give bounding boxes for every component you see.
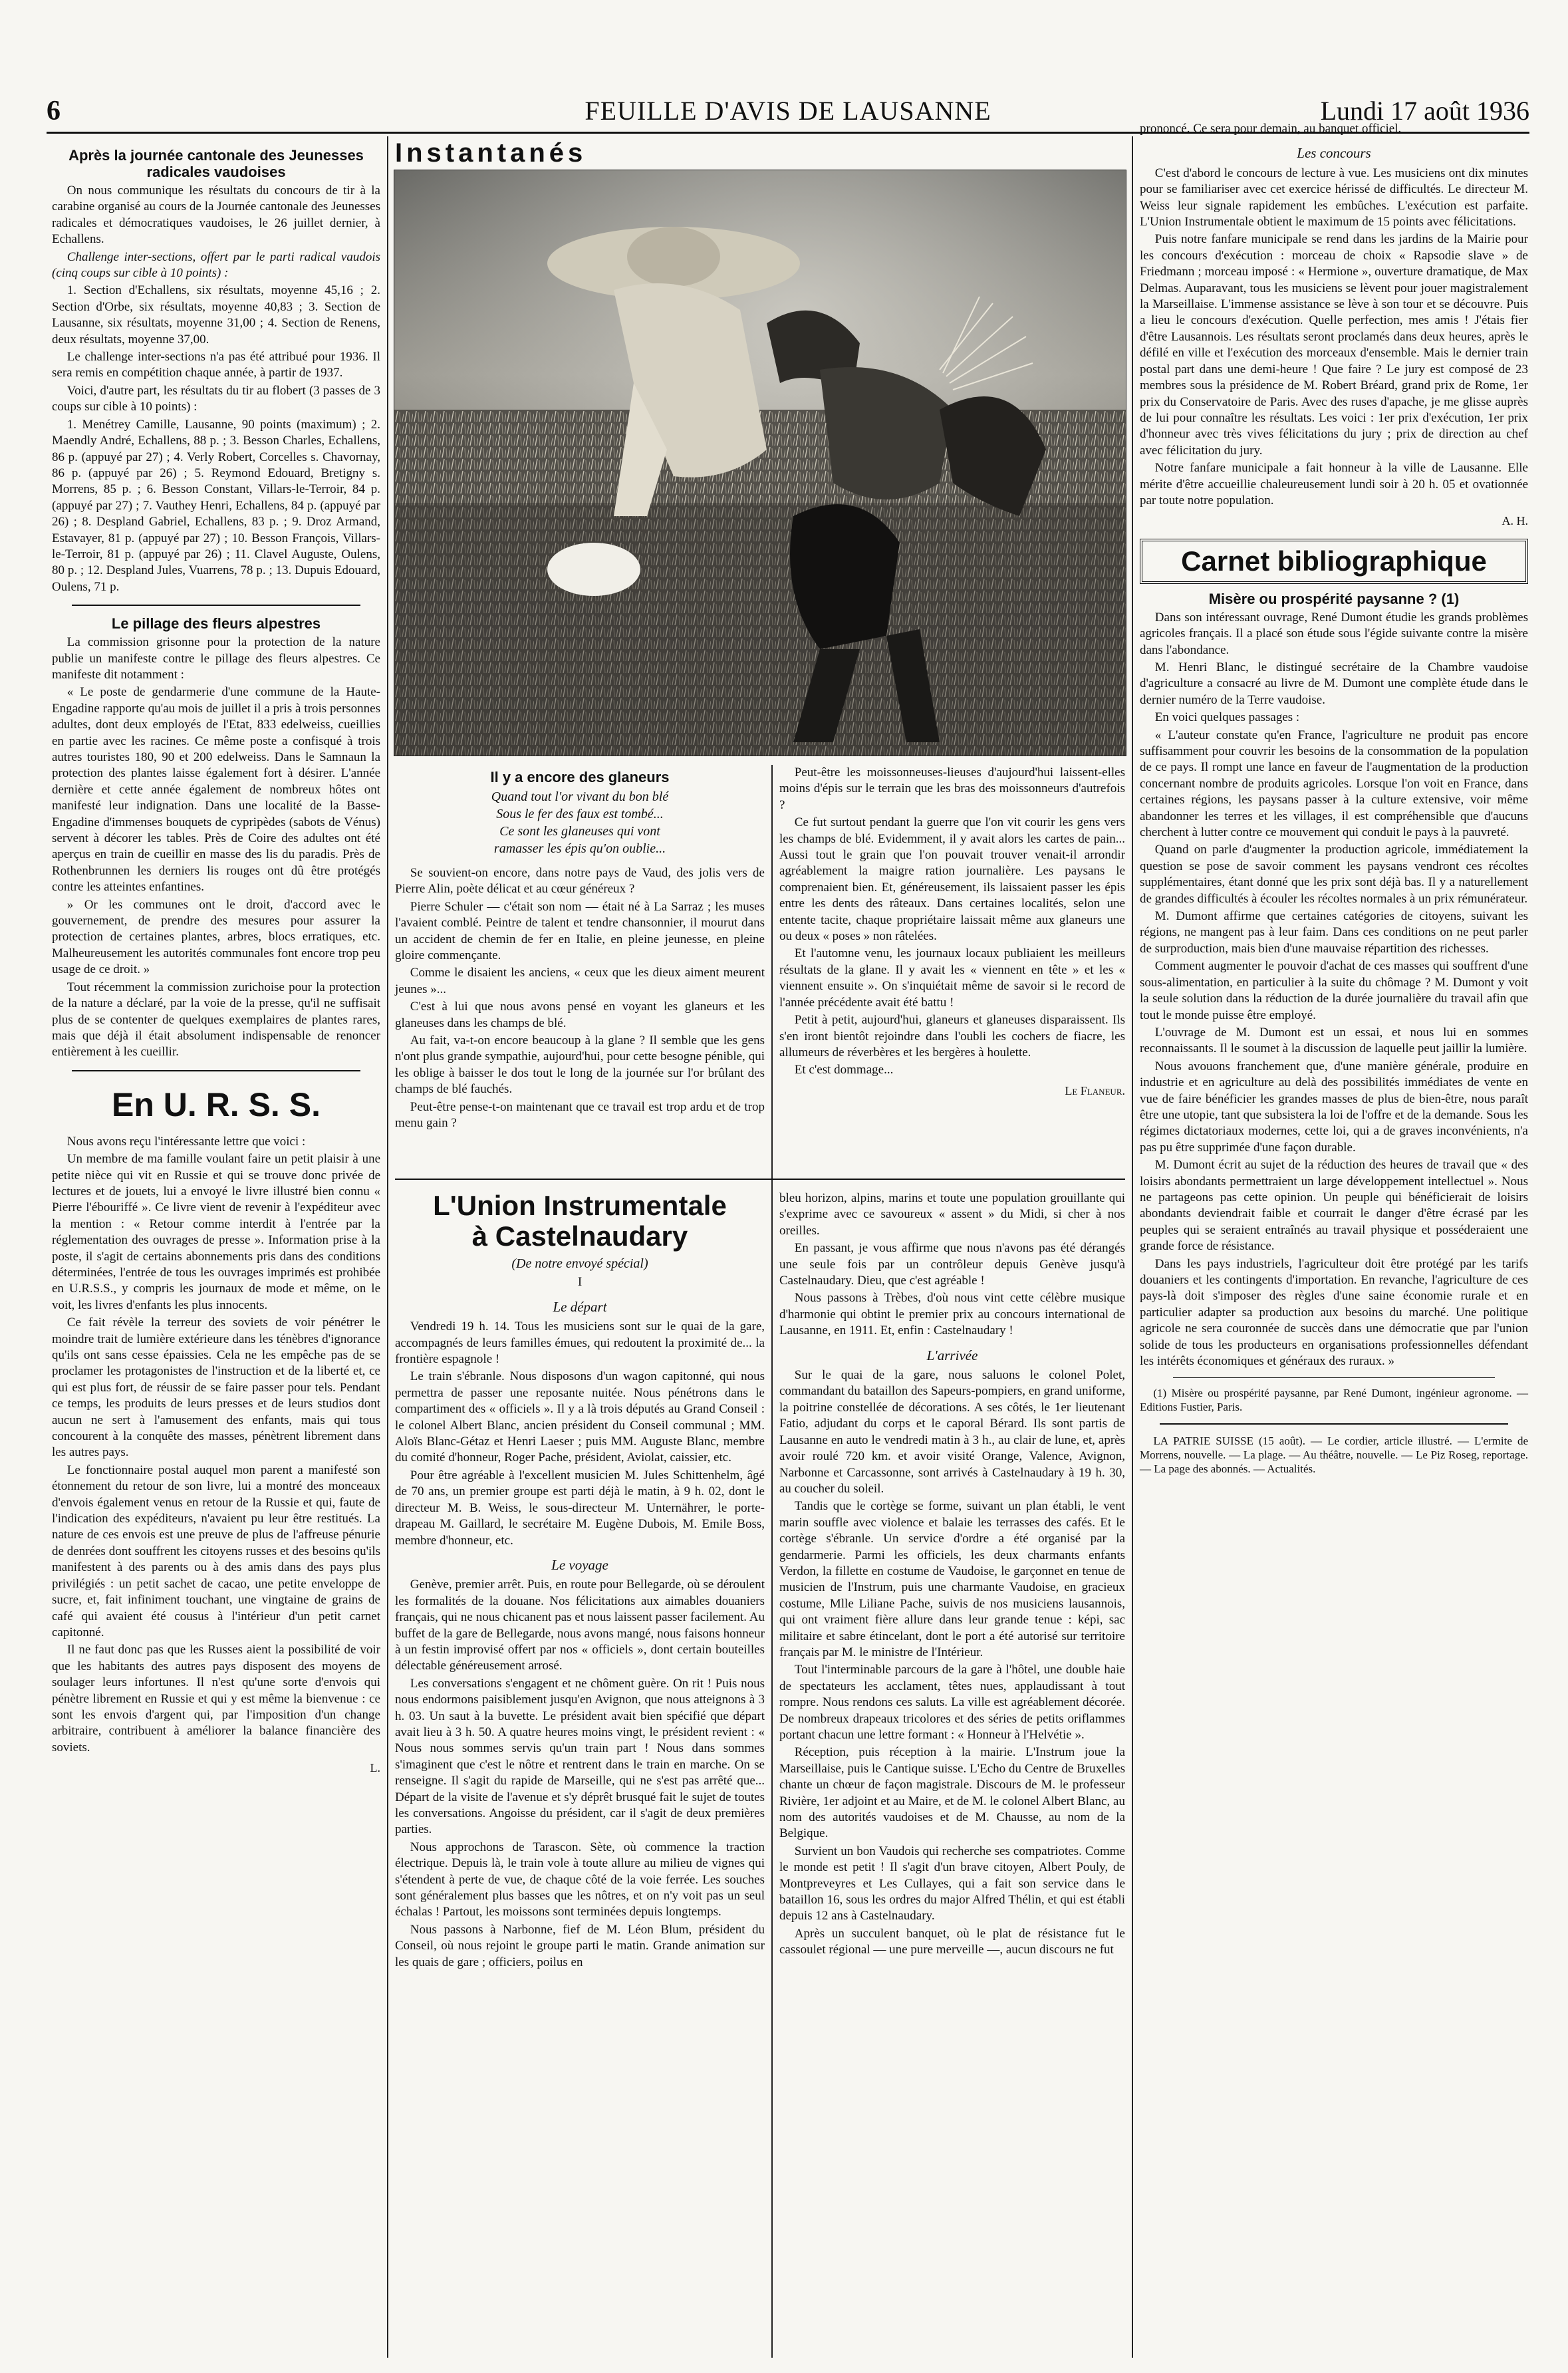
paragraph: Nous avons reçu l'intéressante lettre que voici : [66,1134,306,1149]
paragraph: Peut-être les moissonneuses-lieuses d'aujourd'hui laissent-elles moins d'épis sur le terrain que les bras des moissonneurs d'autrefois ? [779,766,1125,812]
paragraph: On nous communique les résultats du concours de tir à la carabine organisé au cours de la Journée cantonale des Jeunesses radicales et démocratiques vaudoises, le 26 juillet dernier, à Echallens. [52,184,380,247]
paragraph: Peut-être pense-t-on maintenant que ce travail est trop ardu et de trop menu gain ? [395,1099,765,1131]
photo-caption: Il y a encore des glaneurs [490,769,670,785]
signature: A. H. [1502,514,1528,528]
paragraph: 1. Section d'Echallens, six résultats, moyenne 45,16 ; 2. Section d'Orbe, six résultats, moyenne 40,83 ; 3. Section de Lausanne, six résultats, moyenne 31,00 ; 4. Section de Renens, deux résultats, moyenne 37,00. [52,283,380,347]
paragraph: prononcé. Ce sera pour demain, au banquet officiel. [1140,122,1402,136]
poem-line: Ce sont les glaneuses qui vont [499,824,660,839]
footnote: (1) Misère ou prospérité paysanne, par René Dumont, ingénieur agronome. — Editions Fustier, Paris. [1140,1387,1528,1414]
column-1 [52,143,380,1780]
paragraph: Petit à petit, aujourd'hui, glaneurs et glaneuses disparaissent. Ils s'en iront bientôt rejoindre dans l'oubli les cochers de fiacre, les allumeurs de réverbères et les bergères à houlette. [779,1013,1125,1059]
paragraph: Réception, puis réception à la mairie. L'Instrum joue la Marseillaise, puis le Cantique suisse. L'Echo du Centre de Bruxelles chante un chœur de façon magistrale. Discours de M. le professeur Rivière, 1er adjoint et au Maire, et de M. le colonel Albert Blanc, au nom des autorités vaudoises et de M. Chausse, au nom de la Belgique. [779,1745,1125,1841]
paragraph: Pour être agréable à l'excellent musicien M. Jules Schittenhelm, âgé de 70 ans, un premier groupe est parti déjà le matin, à 9 h. 02, dont le directeur M. B. Weiss, le sous-directeur M. Unternährer, le porte-drapeau M. Gaillard, le secrétaire M. Eugène Dubois, M. Emile Boss, membre d'honneur, etc. [395,1468,765,1548]
article-headline-union: L'Union Instrumentale [433,1190,727,1221]
union-column-left [395,1190,765,1972]
paragraph: L'ouvrage de M. Dumont est un essai, et nous lui en sommes reconnaissants. Il le soumet à la discussion de laquelle peut jaillir la lumière. [1140,1025,1528,1056]
paragraph: Nous approchons de Tarascon. Sète, où commence la traction électrique. Depuis là, le train vole à toute allure au milieu de vignes qui s'étendent à perte de vue, de chaque côté de la voie ferrée. Les souches sont généralement plus basses que les nôtres, et on n'y voit pas un seul échalas ! Partout, les moissons sont terminées depuis longtemps. [395,1840,765,1919]
paragraph: Le fonctionnaire postal auquel mon parent a manifesté son étonnement du retour de son livre, lui a montré des monceaux d'envois également venus en retour de la Russie et qui, faute de l'indication des expéditeurs, n'avaient pu leur être restitués. La nature de ces envois est une preuve de plus de l'affreuse pénurie de denrées dont souffrent les citoyens russes et des besoins qu'ils manifestent à des parents ou à des amis dans des pays plus privilégiés : un petit sachet de cacao, une petite enveloppe de sucre, et, fait infiniment touchant, une vingtaine de grains de café qui avaient été cousus à l'intérieur d'un petit carnet capitonné. [52,1463,380,1639]
paragraph: M. Henri Blanc, le distingué secrétaire de la Chambre vaudoise d'agriculture a consacré au livre de M. Dumont une complète étude dans le dernier numéro de la Terre vaudoise. [1140,660,1528,707]
photo-gleaners [394,170,1126,756]
article-headline-misere: Misère ou prospérité paysanne ? (1) [1208,590,1460,607]
subhead-voyage: Le voyage [551,1556,608,1573]
paragraph: En passant, je vous affirme que nous n'avons pas été dérangés une seule fois par un contrôleur depuis Genève jusqu'à Castelnaudary. Dieu, que c'est agréable ! [779,1241,1125,1288]
article-headline-jeunesses: Après la journée cantonale des Jeunesses radicales vaudoises [68,147,364,180]
paragraph: Vendredi 19 h. 14. Tous les musiciens sont sur le quai de la gare, accompagnés de leurs familles émues, qui redoutent la proximité de... la frontière espagnole ! [395,1320,765,1367]
paragraph: Pierre Schuler — c'était son nom — était né à La Sarraz ; les muses l'avaient comblé. Peintre de talent et tendre chansonnier, il mourut dans un accident de chemin de fer en Italie, en pleine jeunesse, en pleine gloire commençante. [395,899,765,963]
paragraph: Dans les pays industriels, l'agriculteur doit être protégé par les tarifs douaniers et les contingents d'importation. En revanche, l'agriculture de ces pays-là doit s'imposer des règles d'une saine économie rurale et en particulier adapter sa production aux besoins du marché. Une politique agricole ne sera couronnée de succès dans une démocratie que par l'union solide de tous les producteurs en organisations professionnelles défendant les intérêts économiques et généraux des ruraux. » [1140,1256,1528,1369]
article-headline-union-2: à Castelnaudary [471,1220,688,1252]
newspaper-title: FEUILLE D'AVIS DE LAUSANNE [585,96,991,126]
paragraph: Sur le quai de la gare, nous saluons le colonel Polet, commandant du bataillon des Sapeurs-pompiers, en grand uniforme, la poitrine constellée de décorations. A ses côtés, le 1er lieutenant Fatio, adjudant du corps et le caporal Bérard. Ils sont partis de Lausanne en auto le vendredi matin à 3 h., au clair de lune, et, après avoir roulé 720 km. et avoir visité Orange, Valence, Avignon, Narbonne et Carcassonne, sont arrivés à Castelnaudary à 19 h. 30, au coucher du soleil. [779,1368,1125,1496]
column-5 [1140,121,1528,1477]
paragraph: Puis notre fanfare municipale se rend dans les jardins de la Mairie pour les concours d'exécution : morceau de choix « Rapsodie slave » de Friedmann ; morceau imposé : « Hermione », ouverture dramatique, de Max Delmas. Auparavant, tous les musiciens se lèvent pour jouer magistralement la Marseillaise. L'immense assistance se lève à son tour et se découvre. Puis a lieu le concours d'exécution. Quelle perfection, mes amis ! J'étais fier d'être Lausannois. Les résultats seront proclamés dans deux heures, après le défilé en ville et l'exécution des morceaux d'ensemble. Mais le dernier train postal part dans une demi-heure ! Que faire ? Le jury est composé de 23 membres sous la présidence de M. Robert Bréard, grand prix de Rome, 1er prix du Conservatoire de Paris. Avec des ruses d'apache, je me glisse auprès de lui pour connaître les résultats. Les voici : 1er prix d'exécution, 1er prix d'honneur avec très vives félicitations du jury ; prix de direction au chef avec félicitation du jury. [1140,232,1528,458]
union-column-right [779,1190,1125,1960]
issue-date: Lundi 17 août 1936 [1320,96,1529,126]
paragraph: Nous passons à Narbonne, fief de M. Léon Blum, président du Conseil, où nous rejoint le groupe parti le matin. Grande animation sur les quais de gare ; officiers, poilus en [395,1922,765,1969]
separator [395,1179,1125,1180]
column-rule-3 [1132,136,1133,2358]
article-headline-urss: En U. R. S. S. [112,1085,321,1123]
paragraph: Le train s'ébranle. Nous disposons d'un wagon capitonné, qui nous permettra de passer une reposante nuitée. Nous pénétrons dans le compartiment des « officiels ». Il y a là trois députés au Grand Conseil : le colonel Albert Blanc, ancien président du Conseil communal ; MM. Aloïs Blanc-Gétaz et Henri Laeser ; puis MM. Auguste Blanc, membre du comité d'honneur, Roger Pache, président, Aviolat, caissier, etc. [395,1369,765,1465]
gleaners-photo-image [394,170,1126,756]
subhead-concours: Les concours [1297,145,1371,162]
paragraph: Après un succulent banquet, où le plat de résistance fut le cassoulet régional — une pure merveille —, aucun discours ne fut [779,1926,1125,1957]
subhead-arrivee: L'arrivée [926,1347,978,1363]
section-title-carnet: Carnet bibliographique [1140,539,1528,584]
poem-line: Quand tout l'or vivant du bon blé [491,789,669,804]
paragraph: Nous avouons franchement que, d'une manière générale, produire en industrie et en agriculture au delà des possibilités immédiates de vente en vue de faire bénéficier les grandes masses de plus de bien-être, nous paraît être une utopie, tant que subsistera la loi de l'offre et de la demande. Sous les régimes dictatoriaux modernes, cette loi, qui a de graves inconvénients, n'a pas pu être supprimée d'une façon durable. [1140,1059,1528,1155]
paragraph: Au fait, va-t-on encore beaucoup à la glane ? Il semble que les gens n'ont plus grande sympathie, aujourd'hui, pour cette besogne pénible, qui les oblige à baisser le dos tout le long de la journée sur l'or brûlant des champs de blé fauchés. [395,1034,765,1097]
separator [72,605,360,606]
paragraph: Genève, premier arrêt. Puis, en route pour Bellegarde, où se déroulent les formalités de la douane. Nos félicitations aux aimables douaniers français, qui ne nous chicanent pas et nous laissent passer facilement. Au buffet de la gare de Bellegarde, nous avons mangé, nous faisons honneur à un festin improvisé offert par nos « officiels », dont certain bouteilles délectable généreusement arrosé. [395,1578,765,1673]
paragraph: Nous passons à Trèbes, d'où nous vint cette célèbre musique d'harmonie qui obtint le premier prix au concours international de Lausanne, en 1911. Et, enfin : Castelnaudary ! [779,1291,1125,1338]
separator [72,1070,360,1071]
magazine-summary: LA PATRIE SUISSE (15 août). — Le cordier, article illustré. — L'ermite de Morrens, nouvelle. — La plage. — Au théâtre, nouvelle. — Le Piz Roseg, reportage. — La page des abonnés. — Actualités. [1140,1435,1528,1476]
paragraph: Ce fait révèle la terreur des soviets de voir pénétrer le moindre trait de lumière extérieure dans les ténèbres d'ignorance qu'ils ont sans cesse épaissies. Cela ne les empêche pas de se proclamer les protagonistes de l'instruction et de la liberté et, ce qui est plus fort, de réussir de se faire passer pour tels. Pendant ce temps, les produits de leurs presses et de leurs studios dont aucun ne sert à l'amusement des enfants, mais qui tous concourent à la conquête des masses, pénètrent librement dans les autres pays. [52,1316,380,1460]
page-number: 6 [47,96,61,126]
column-rule-1 [387,136,388,2358]
paragraph: » Or les communes ont le droit, d'accord avec le gouvernement, de prendre des mesures pour assurer la protection de certaines plantes, arbres, blocs erratiques, etc. Malheureusement les autorités communales font encore trop peu usage de ce droit. » [52,897,380,977]
paragraph: Challenge inter-sections, offert par le parti radical vaudois (cinq coups sur cible à 10 points) : [52,249,380,281]
signature: L. [370,1761,380,1775]
paragraph: Un membre de ma famille voulant faire un petit plaisir à une petite nièce qui vit en Russie et qui se trouve donc privée de lectures et de jouets, lui a envoyé le livre illustré bien connu « Pierre l'ébouriffé ». Ce livre vient de revenir à l'expéditeur avec la mention : « Retour comme interdit à l'entrée par la réglementation des ouvrages de presse ». Information prise à la poste, il s'agit de certains abonnements pris dans des conditions déterminées, l'entrée de tous les ouvrages imprimés est prohibée en U.R.S.S., y compris les journaux de mode et même, on le voit, les livres d'enfants les plus innocents. [52,1152,380,1312]
article-headline-pillage: Le pillage des fleurs alpestres [111,615,321,632]
part-number: I [577,1275,583,1290]
poem-line: ramasser les épis qu'on oublie... [493,841,666,856]
paragraph: Le challenge inter-sections n'a pas été attribué pour 1936. Il sera remis en compétition chaque année, à partir de 1937. [52,350,380,380]
paragraph: « Le poste de gendarmerie d'une commune de la Haute-Engadine rapporte qu'au mois de juillet il a pris à trois personnes adultes, dont deux employés de l'Etat, 833 edelweiss, cueillies en partie avec les racines. Ce même poste a confisqué à trois autres touristes 180, 90 et 200 edelweiss. Dans le Samnaun la protection des plantes laisse également fort à désirer. L'année dernière et cette année également de nombreux hôtes ont manifesté leur indignation. Dans une localité de la Basse-Engadine d'immenses bouquets de cypripèdes (sabots de Vénus) servent à décorer les tables. Près de Coire des adultes ont été aperçus en train de cueillir en masse des lis du paradis. Près de Rothenbrunnen les derniers lis rouges ont dû être protégés contre les atteintes enfantines. [52,685,380,895]
paragraph: Notre fanfare municipale a fait honneur à la ville de Lausanne. Elle mérite d'être accueillie chaleureusement lundi soir à 20 h. 05 et ovationnée par toute notre population. [1140,461,1528,507]
section-title-instantanes: Instantanés [395,138,587,168]
paragraph: Voici, d'autre part, les résultats du tir au flobert (3 passes de 3 coups sur cible à 10 points) : [52,383,380,414]
paragraph: Tandis que le cortège se forme, suivant un plan établi, le vent marin souffle avec violence et balaie les terrasses des cafés. Et le cortège s'ébranle. Un service d'ordre a été organisé par la gendarmerie. Parmi les officiels, les deux charmants enfants Verdon, la fillette en costume de Vaudoise, le garçonnet en tenue de musicien de l'Instrum, puis une charmante Vaudoise, en gracieux costume, Mlle Liliane Pache, suivis de nos musiciens lausannois, qui ont vraiment fière allure dans leur grande tenue : képi, sac militaire et sabre étincelant, dont le port a été autorisé sur territoire français par M. le ministre de l'Intérieur. [779,1499,1125,1659]
paragraph: La commission grisonne pour la protection de la nature publie un manifeste contre le pillage des fleurs alpestres. Ce manifeste dit notamment : [52,635,380,682]
signature: Le Flaneur. [1065,1083,1125,1097]
separator [1160,1423,1508,1425]
instantanes-column-right [779,765,1125,1103]
subhead-depart: Le départ [553,1298,607,1315]
paragraph: Il ne faut donc pas que les Russes aient la possibilité de voir que les habitants des autres pays disposent des moyens de soulager leurs infortunes. Il n'est qu'une sorte d'envois qui pénètre librement en Russie et qui y est même la bienvenue : ce sont les envois d'argent qui, par l'imposition d'un change arbitraire, contribuent à améliorer la balance financière des soviets. [52,1643,380,1754]
paragraph: 1. Menétrey Camille, Lausanne, 90 points (maximum) ; 2. Maendly André, Echallens, 88 p. ; 3. Besson Charles, Echallens, 86 p. (appuyé par 27) ; 4. Verly Robert, Corcelles s. Chavornay, 86 p. (appuyé par 26) ; 5. Reymond Edouard, Bretigny s. Morrens, 85 p. ; 6. Besson Constant, Villars-le-Terroir, 84 p. (appuyé par 27) ; 7. Vauthey Henri, Echallens, 84 p. (appuyé par 26) ; 8. Despland Gabriel, Echallens, 83 p. ; 9. Droz Armand, Estavayer, 81 p. (appuyé par 27) ; 10. Besson François, Villars-le-Terroir, 81 p. (appuyé par 26) ; 11. Clavel Auguste, Oulens, 80 p. ; 12. Despland Jules, Vuarrens, 78 p. ; 13. Dupuis Edouard, Oulens, 71 p. [52,417,380,594]
paragraph: Survient un bon Vaudois qui recherche ses compatriotes. Comme le monde est petit ! Il s'agit d'un brave citoyen, Albert Pouly, de Montpreveyres et Les Cullayes, qui a fait son service dans le bataillon 16, sous les ordres du major Alfred Thélin, et qui est établi depuis 12 ans à Castelnaudary. [779,1844,1125,1923]
paragraph: Tout l'interminable parcours de la gare à l'hôtel, une double haie de spectateurs les acclament, têtes nues, applaudissant à tout rompre. Nous rendons ces saluts. La ville est agréablement décorée. De nombreux drapeaux tricolores et des séries de petits oriflammes portant chacun une lettre formant : « Honneur à l'Helvétie ». [779,1663,1125,1742]
paragraph: M. Dumont écrit au sujet de la réduction des heures de travail que « des loisirs abondants permettraient un large développement intellectuel ». Nous ne partageons pas cette opinion. Un peuple qui bénéficierait de loisirs abondants deviendrait faible et courrait le danger d'être écrasé par les peuples qui se seraient entraînés au travail physique et posséderaient une grande force de résistance. [1140,1158,1528,1254]
paragraph: bleu horizon, alpins, marins et toute une population grouillante qui s'exprime avec ce savoureux « assent » du Midi, si cher à nos oreilles. [779,1191,1125,1238]
paragraph: En voici quelques passages : [1154,710,1300,725]
paragraph: Les conversations s'engagent et ne chôment guère. On rit ! Puis nous nous endormons paisiblement jusqu'en Avignon, que nous atteignons à 3 h. 03. Un saut à la buvette. Le président avait bien spécifié que départ avait lieu à 3 h. 50. A quatre heures moins vingt, le président revient : « Nous nous sommes servis qu'un train part ! Nous dans sommes s'imaginent que c'est le nôtre et rentrent dans le train en marche. On se renseigne. Il s'agit du rapide de Marseille, qui ne s'est pas arrêté que... Départ de la visite de l'avenue et s'y déprêt brusqué fait le sujet de toutes les conversations. Angoisse du président, car il s'agit de deux premières parties. [395,1676,765,1837]
paragraph: C'est à lui que nous avons pensé en voyant les glaneurs et les glaneuses dans les champs de blé. [395,1000,765,1030]
paragraph: M. Dumont affirme que certaines catégories de citoyens, suivant les régions, ne mangent pas à leur faim. Dans ces conditions on ne peut parler de surproduction, mais bien d'une mauvaise répartition des richesses. [1140,909,1528,956]
paragraph: Et c'est dommage... [794,1063,894,1077]
paragraph: Dans son intéressant ouvrage, René Dumont étudie les grands problèmes agricoles français. Il a placé son étude sous l'égide suivante contre la misère dans l'abondance. [1140,610,1528,657]
paragraph: Ce fut surtout pendant la guerre que l'on vit courir les gens vers les champs de blé. Evidemment, il y avait alors les cartes de pain... Aussi tout le grain que l'on pouvait trouver venait-il arrondir agréablement la maigre ration journalière. Les paysans le comprenaient bien. Et, généreusement, ils laissaient passer les épis entre les dents des râteaux. Dans certaines localités, selon une entente tacite, chaque propriétaire laissait même aux glaneurs une ou deux « poses » non râtelées. [779,815,1125,944]
paragraph: Et l'automne venu, les journaux locaux publiaient les meilleurs résultats de la glane. Il y avait les « viennent en tête » et les « viennent ensuite ». On s'inquiétait même de savoir si le record de l'année précédente avait été battu ! [779,946,1125,1010]
separator [1173,1377,1495,1378]
paragraph: Quand on parle d'augmenter la production agricole, immédiatement la question se pose de savoir comment les paysans vendront ces récoltes supplémentaires, étant donné que les prix sont déjà bas. Il y a naturellement de grandes difficultés à écouler les récoltes normales à un prix rémunérateur. [1140,843,1528,906]
column-rule-2 [771,765,773,2358]
paragraph: « L'auteur constate qu'en France, l'agriculture ne produit pas encore suffisamment pour couvrir les besoins de la consommation de la population de ce pays. Il rompt une lance en faveur de l'augmentation de la production concernant nombre de produits agricoles. Lorsque l'on voit en France, dans certaines régions, les paysans passer à la culture extensive, voir même abandonner les terres et les villages, il est compréhensible que d'aucuns cherchent à lutter contre ce mouvement qui conduit le pays à la pauvreté. [1140,728,1528,840]
paragraph: C'est d'abord le concours de lecture à vue. Les musiciens ont dix minutes pour se familiariser avec cet exercice hérissé de difficultés. Le directeur M. Weiss leur signale rapidement les embûches. L'exécution est parfaite. L'Union Instrumentale obtient le maximum de 15 points avec félicitations. [1140,166,1528,229]
paragraph: Tout récemment la commission zurichoise pour la protection de la nature a déclaré, par la voie de la presse, qu'il ne suffisait plus de se contenter de quelques exemplaires de plantes rares, mais que déjà il était absolument indispensable de renoncer entièrement à les cueillir. [52,980,380,1059]
paragraph: Comme le disaient les anciens, « ceux que les dieux aiment meurent jeunes »... [395,966,765,996]
paragraph: Se souvient-on encore, dans notre pays de Vaud, des jolis vers de Pierre Alin, poète délicat et au cœur généreux ? [395,866,765,897]
paragraph: Comment augmenter le pouvoir d'achat de ces masses qui souffrent d'une sous-alimentation, en particulier à la suite du chômage ? M. Dumont y voit la seule solution dans la réduction de la durée journalière du travail afin que tout le monde puisse être employé. [1140,959,1528,1022]
instantanes-column-left [395,765,765,1133]
byline: (De notre envoyé spécial) [511,1256,648,1271]
poem-line: Sous le fer des faux est tombé... [496,807,664,821]
